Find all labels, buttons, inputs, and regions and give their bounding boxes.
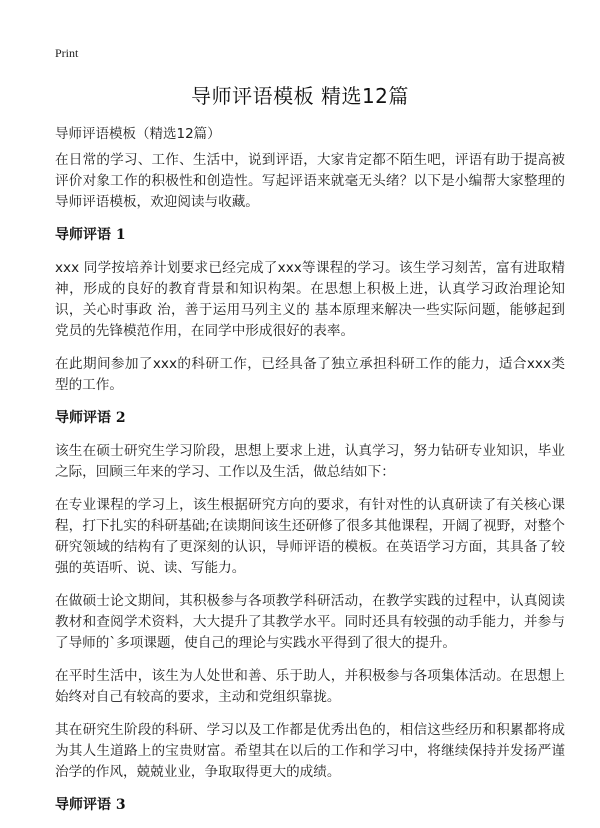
paragraph: 其在研究生阶段的科研、学习以及工作都是优秀出色的，相信这些经历和积累都将成为其人生道路上的宝贵财富。希望其在以后的工作和学习中，将继续保持并发扬严谨治学的作风，兢兢业业，争取取得更大的成绩。 — [55, 722, 565, 780]
paragraph: 在此期间参加了xxx的科研工作，已经具备了独立承担科研工作的能力，适合xxx类型的工作。 — [55, 356, 565, 393]
section-heading-3: 导师评语 3 — [55, 797, 126, 813]
document-body — [55, 150, 565, 828]
section-heading-2: 导师评语 2 — [55, 410, 126, 426]
print-label: Print — [55, 46, 79, 60]
page-title: 导师评语模板 精选12篇 — [191, 84, 409, 108]
paragraph: 在平时生活中，该生为人处世和善、乐于助人，并积极参与各项集体活动。在思想上始终对自己有较高的要求，主动和党组织靠拢。 — [55, 668, 565, 705]
paragraph: 该生在硕士研究生学习阶段，思想上要求上进，认真学习，努力钻研专业知识，毕业之际，回顾三年来的学习、工作以及生活，做总结如下： — [55, 443, 565, 480]
paragraph: xxx 同学按培养计划要求已经完成了xxx等课程的学习。该生学习刻苦，富有进取精神，形成的良好的教育背景和知识构架。在思想上积极上进，认真学习政治理论知识，关心时事政 治，善于运用马列主义的 基本原理来解决一些实际问题，能够起到党员的先锋模范作用，在同学中形成很好的表率。 — [55, 260, 565, 339]
paragraph: 在做硕士论文期间，其积极参与各项教学科研活动，在教学实践的过程中，认真阅读教材和查阅学术资料，大大提升了其教学水平。同时还具有较强的动手能力，并参与了导师的`多项课题，使自己的理论与实践水平得到了很大的提升。 — [55, 593, 565, 651]
paragraph: 在专业课程的学习上，该生根据研究方向的要求，有针对性的认真研读了有关核心课程，打下扎实的科研基础;在读期间该生还研修了很多其他课程，开阔了视野，对整个研究领域的结构有了更深刻的认识，导师评语的模板。在英语学习方面，其具备了较强的英语听、说、读、写能力。 — [55, 497, 565, 576]
intro-paragraph: 在日常的学习、工作、生活中，说到评语，大家肯定都不陌生吧，评语有助于提高被评价对象工作的积极性和创造性。写起评语来就毫无头绪？以下是小编帮大家整理的导师评语模板，欢迎阅读与收藏。 — [55, 152, 565, 210]
section-heading-1: 导师评语 1 — [55, 227, 126, 243]
page-subtitle: 导师评语模板（精选12篇） — [55, 126, 221, 142]
